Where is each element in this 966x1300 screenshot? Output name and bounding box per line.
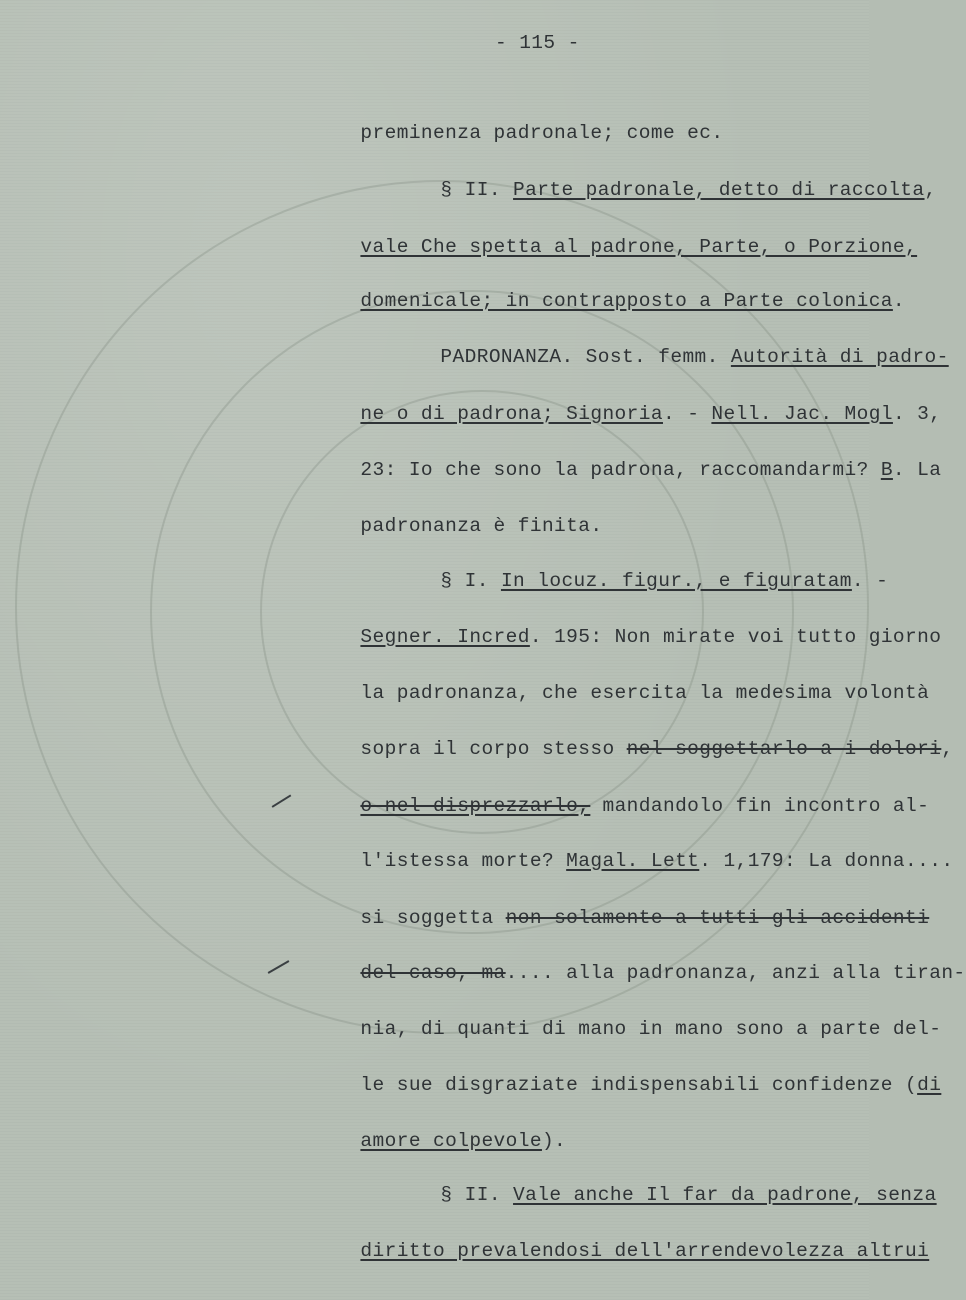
- text-segment: . 195: Non mirate voi tutto giorno: [529, 625, 942, 648]
- text-line-4: [312, 272, 905, 331]
- underlined-segment: domenicale; in contrapposto a Parte colonica: [360, 289, 893, 312]
- text-segment: padronanza è finita.: [360, 514, 603, 537]
- underlined-segment: In locuz. figur., e figuratam: [500, 569, 852, 592]
- text-segment: 23: Io che sono la padrona, raccomandarmi?: [360, 458, 881, 481]
- text-segment: ,: [924, 178, 937, 201]
- text-line-5: [392, 328, 949, 387]
- text-line-8: [312, 497, 602, 556]
- text-line-16: [312, 944, 966, 1003]
- text-line-7: [312, 441, 941, 500]
- underlined-segment: vale Che spetta al padrone, Parte, o Porzione,: [360, 235, 918, 258]
- text-segment: si soggetta: [360, 906, 506, 929]
- text-segment: . -: [662, 402, 712, 425]
- pencil-tick-mark: [272, 794, 291, 807]
- underlined-segment: amore colpevole: [360, 1129, 542, 1152]
- text-line-18: [312, 1056, 941, 1115]
- page-number: - 115 -: [495, 32, 580, 54]
- text-line-19: [312, 1112, 566, 1171]
- text-line-10: [312, 608, 941, 667]
- text-segment: nia, di quanti di mano in mano sono a parte del-: [360, 1017, 942, 1040]
- text-segment: PADRONANZA. Sost. femm.: [440, 345, 731, 368]
- text-segment: preminenza padronale; come ec.: [360, 121, 724, 144]
- underlined-segment: Nell. Jac. Mogl: [711, 402, 893, 425]
- text-segment: sopra il corpo stesso: [360, 737, 627, 760]
- underlined-segment: B: [880, 458, 893, 481]
- text-line-14: [312, 832, 953, 891]
- pencil-tick-mark: [268, 960, 290, 973]
- text-line-21: [312, 1222, 929, 1281]
- text-segment: . La: [892, 458, 942, 481]
- text-line-9: [392, 552, 888, 611]
- struck-segment: nel soggettarlo a i dolori: [626, 737, 942, 760]
- text-line-1: [312, 104, 723, 163]
- text-segment: . -: [851, 569, 889, 592]
- text-line-15: [312, 889, 929, 948]
- text-segment: l'istessa morte?: [360, 849, 567, 872]
- text-segment: le sue disgraziate indispensabili confidenze (: [360, 1073, 918, 1096]
- text-segment: § II.: [440, 1183, 514, 1206]
- text-segment: mandandolo fin incontro al-: [590, 794, 930, 817]
- underlined-segment: Autorità di padro-: [730, 345, 949, 368]
- underlined-segment: di: [917, 1073, 942, 1096]
- struck-segment: non solamente a tutti gli accidenti: [505, 906, 930, 929]
- text-segment: § II.: [440, 178, 514, 201]
- text-segment: ,: [941, 737, 954, 760]
- struck-segment: del caso, ma: [360, 961, 506, 984]
- text-segment: .: [892, 289, 906, 312]
- text-line-2: [392, 161, 937, 220]
- underlined-segment: Parte padronale, detto di raccolta: [513, 178, 925, 201]
- underlined-segment: Vale anche Il far da padrone, senza: [513, 1183, 937, 1206]
- text-line-12: [312, 720, 953, 779]
- text-segment: la padronanza, che esercita la medesima volontà: [360, 681, 930, 704]
- underlined-segment: ne o di padrona; Signoria: [360, 402, 663, 425]
- text-line-17: [312, 1000, 941, 1059]
- text-segment: . 3,: [892, 402, 942, 425]
- text-segment: .... alla padronanza, anzi alla tiran-: [505, 961, 966, 984]
- text-line-11: [312, 664, 929, 723]
- text-segment: . 1,179: La donna....: [699, 849, 954, 872]
- underlined-segment: Segner. Incred: [360, 625, 530, 648]
- text-line-3: [312, 218, 917, 277]
- struck-segment: o nel disprezzarlo,: [360, 794, 591, 817]
- underlined-segment: diritto prevalendosi dell'arrendevolezza altrui: [360, 1239, 930, 1262]
- text-line-6: [312, 385, 941, 444]
- text-segment: ).: [541, 1129, 567, 1152]
- underlined-segment: Magal. Lett: [566, 849, 700, 872]
- text-segment: § I.: [440, 569, 501, 592]
- text-line-20: [392, 1166, 937, 1225]
- text-line-13: [312, 777, 929, 836]
